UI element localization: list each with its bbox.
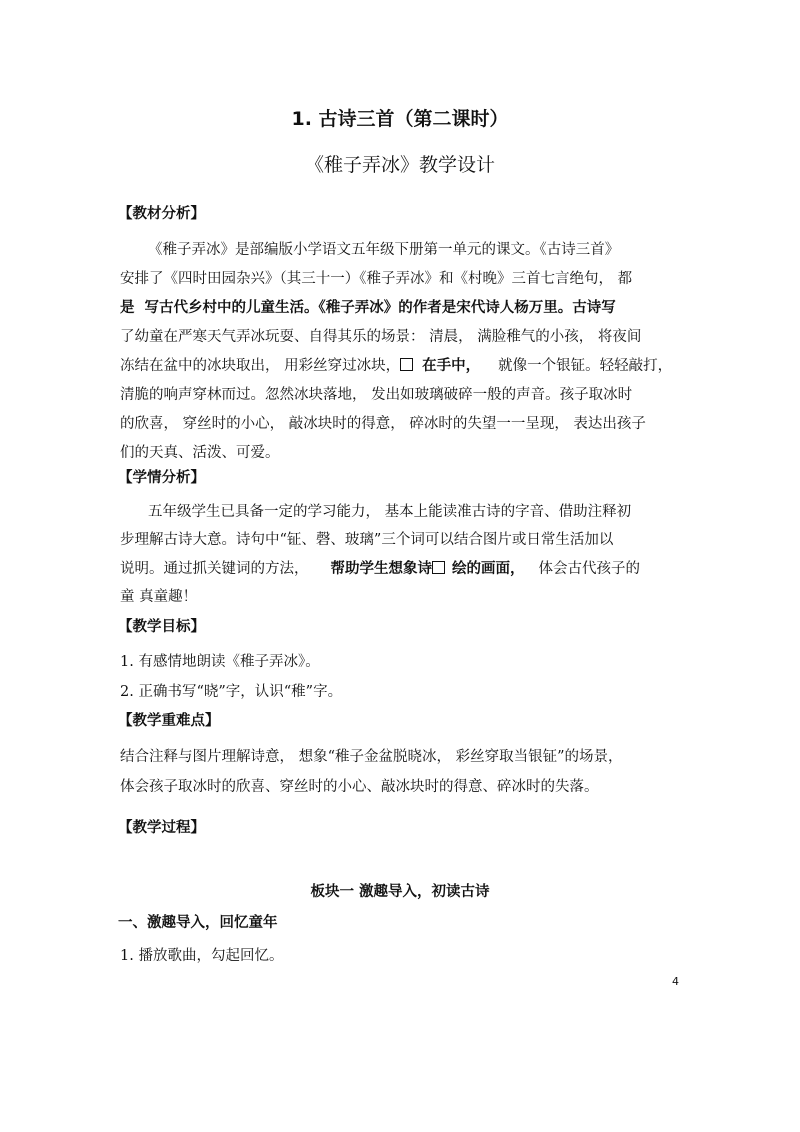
step-heading: 一、激趣导入，回忆童年 (118, 915, 278, 931)
analysis-fragment: 冻结在盆中的冰块取出， 用彩丝穿过冰块， (120, 358, 401, 374)
analysis-line: 清脆的响声穿林而过。忽然冰块落地， 发出如玻璃破碎一般的声音。孩子取冰时 (120, 387, 633, 403)
page-number: 4 (672, 975, 679, 988)
page-title: 1. 古诗三首（第二课时） (291, 108, 509, 130)
goal-item: 2. 正确书写“晓”字，认识“稚”字。 (120, 684, 343, 700)
analysis-heading: 【教材分析】 (118, 206, 205, 222)
student-line: 步理解古诗大意。诗句中“钲、磬、玻璃”三个词可以结合图片或日常生活加以 (120, 532, 614, 548)
analysis-fragment: 是 (120, 300, 135, 316)
student-line (120, 557, 640, 578)
goal-item: 1. 有感情地朗读《稚子弄冰》。 (120, 654, 320, 670)
student-line: 童 真童趣！ (120, 589, 198, 605)
keypoint-line: 体会孩子取冰时的欣喜、穿丝时的小心、敲冰块时的得意、碎冰时的失落。 (120, 779, 599, 795)
student-fragment: 帮助学生想象诗 (330, 561, 432, 577)
analysis-line: 安排了《四时田园杂兴》（其三十一）《稚子弄冰》和《村晚》三首七言绝句， 都 (120, 271, 633, 287)
process-heading: 【教学过程】 (118, 820, 205, 836)
analysis-line: 的欣喜， 穿丝时的小心， 敲冰块时的得意， 碎冰时的失望一一呈现， 表达出孩子 (120, 416, 646, 432)
goals-heading: 【教学目标】 (118, 619, 205, 635)
student-fragment: 体会古代孩子的 (538, 561, 640, 577)
analysis-fragment: 就像一个银钲。轻轻敲打， (498, 358, 673, 374)
analysis-fragment: 写古代乡村中的儿童生活。《稚子弄冰》的作者是宋代诗人杨万里。古诗写 (144, 300, 616, 316)
student-heading: 【学情分析】 (118, 470, 205, 486)
missing-glyph-box (432, 561, 445, 574)
analysis-line (120, 354, 672, 375)
student-line: 五年级学生已具备一定的学习能力， 基本上能读准古诗的字音、借助注释初 (148, 504, 632, 520)
missing-glyph-box (400, 358, 413, 371)
step-line: 1. 播放歌曲，勾起回忆。 (120, 948, 284, 964)
analysis-fragment: 在手中， (422, 358, 481, 374)
analysis-line: 了幼童在严寒天气弄冰玩耍、自得其乐的场景： 清晨， 满脸稚气的小孩， 将夜间 (120, 329, 642, 345)
keypoints-heading: 【教学重难点】 (118, 713, 220, 729)
student-fragment: 绘的画面， (452, 561, 525, 577)
analysis-line: 《稚子弄冰》是部编版小学语文五年级下册第一单元的课文。《古诗三首》 (148, 242, 620, 258)
page-subtitle: 《稚子弄冰》教学设计 (304, 154, 495, 176)
block-heading: 板块一 激趣导入，初读古诗 (310, 884, 490, 900)
analysis-line: 们的天真、活泼、可爱。 (120, 445, 280, 461)
student-fragment: 说明。通过抓关键词的方法， (120, 561, 309, 577)
keypoint-line: 结合注释与图片理解诗意， 想象“稚子金盆脱晓冰， 彩丝穿取当银钲”的场景， (120, 749, 623, 765)
analysis-line (120, 296, 616, 317)
